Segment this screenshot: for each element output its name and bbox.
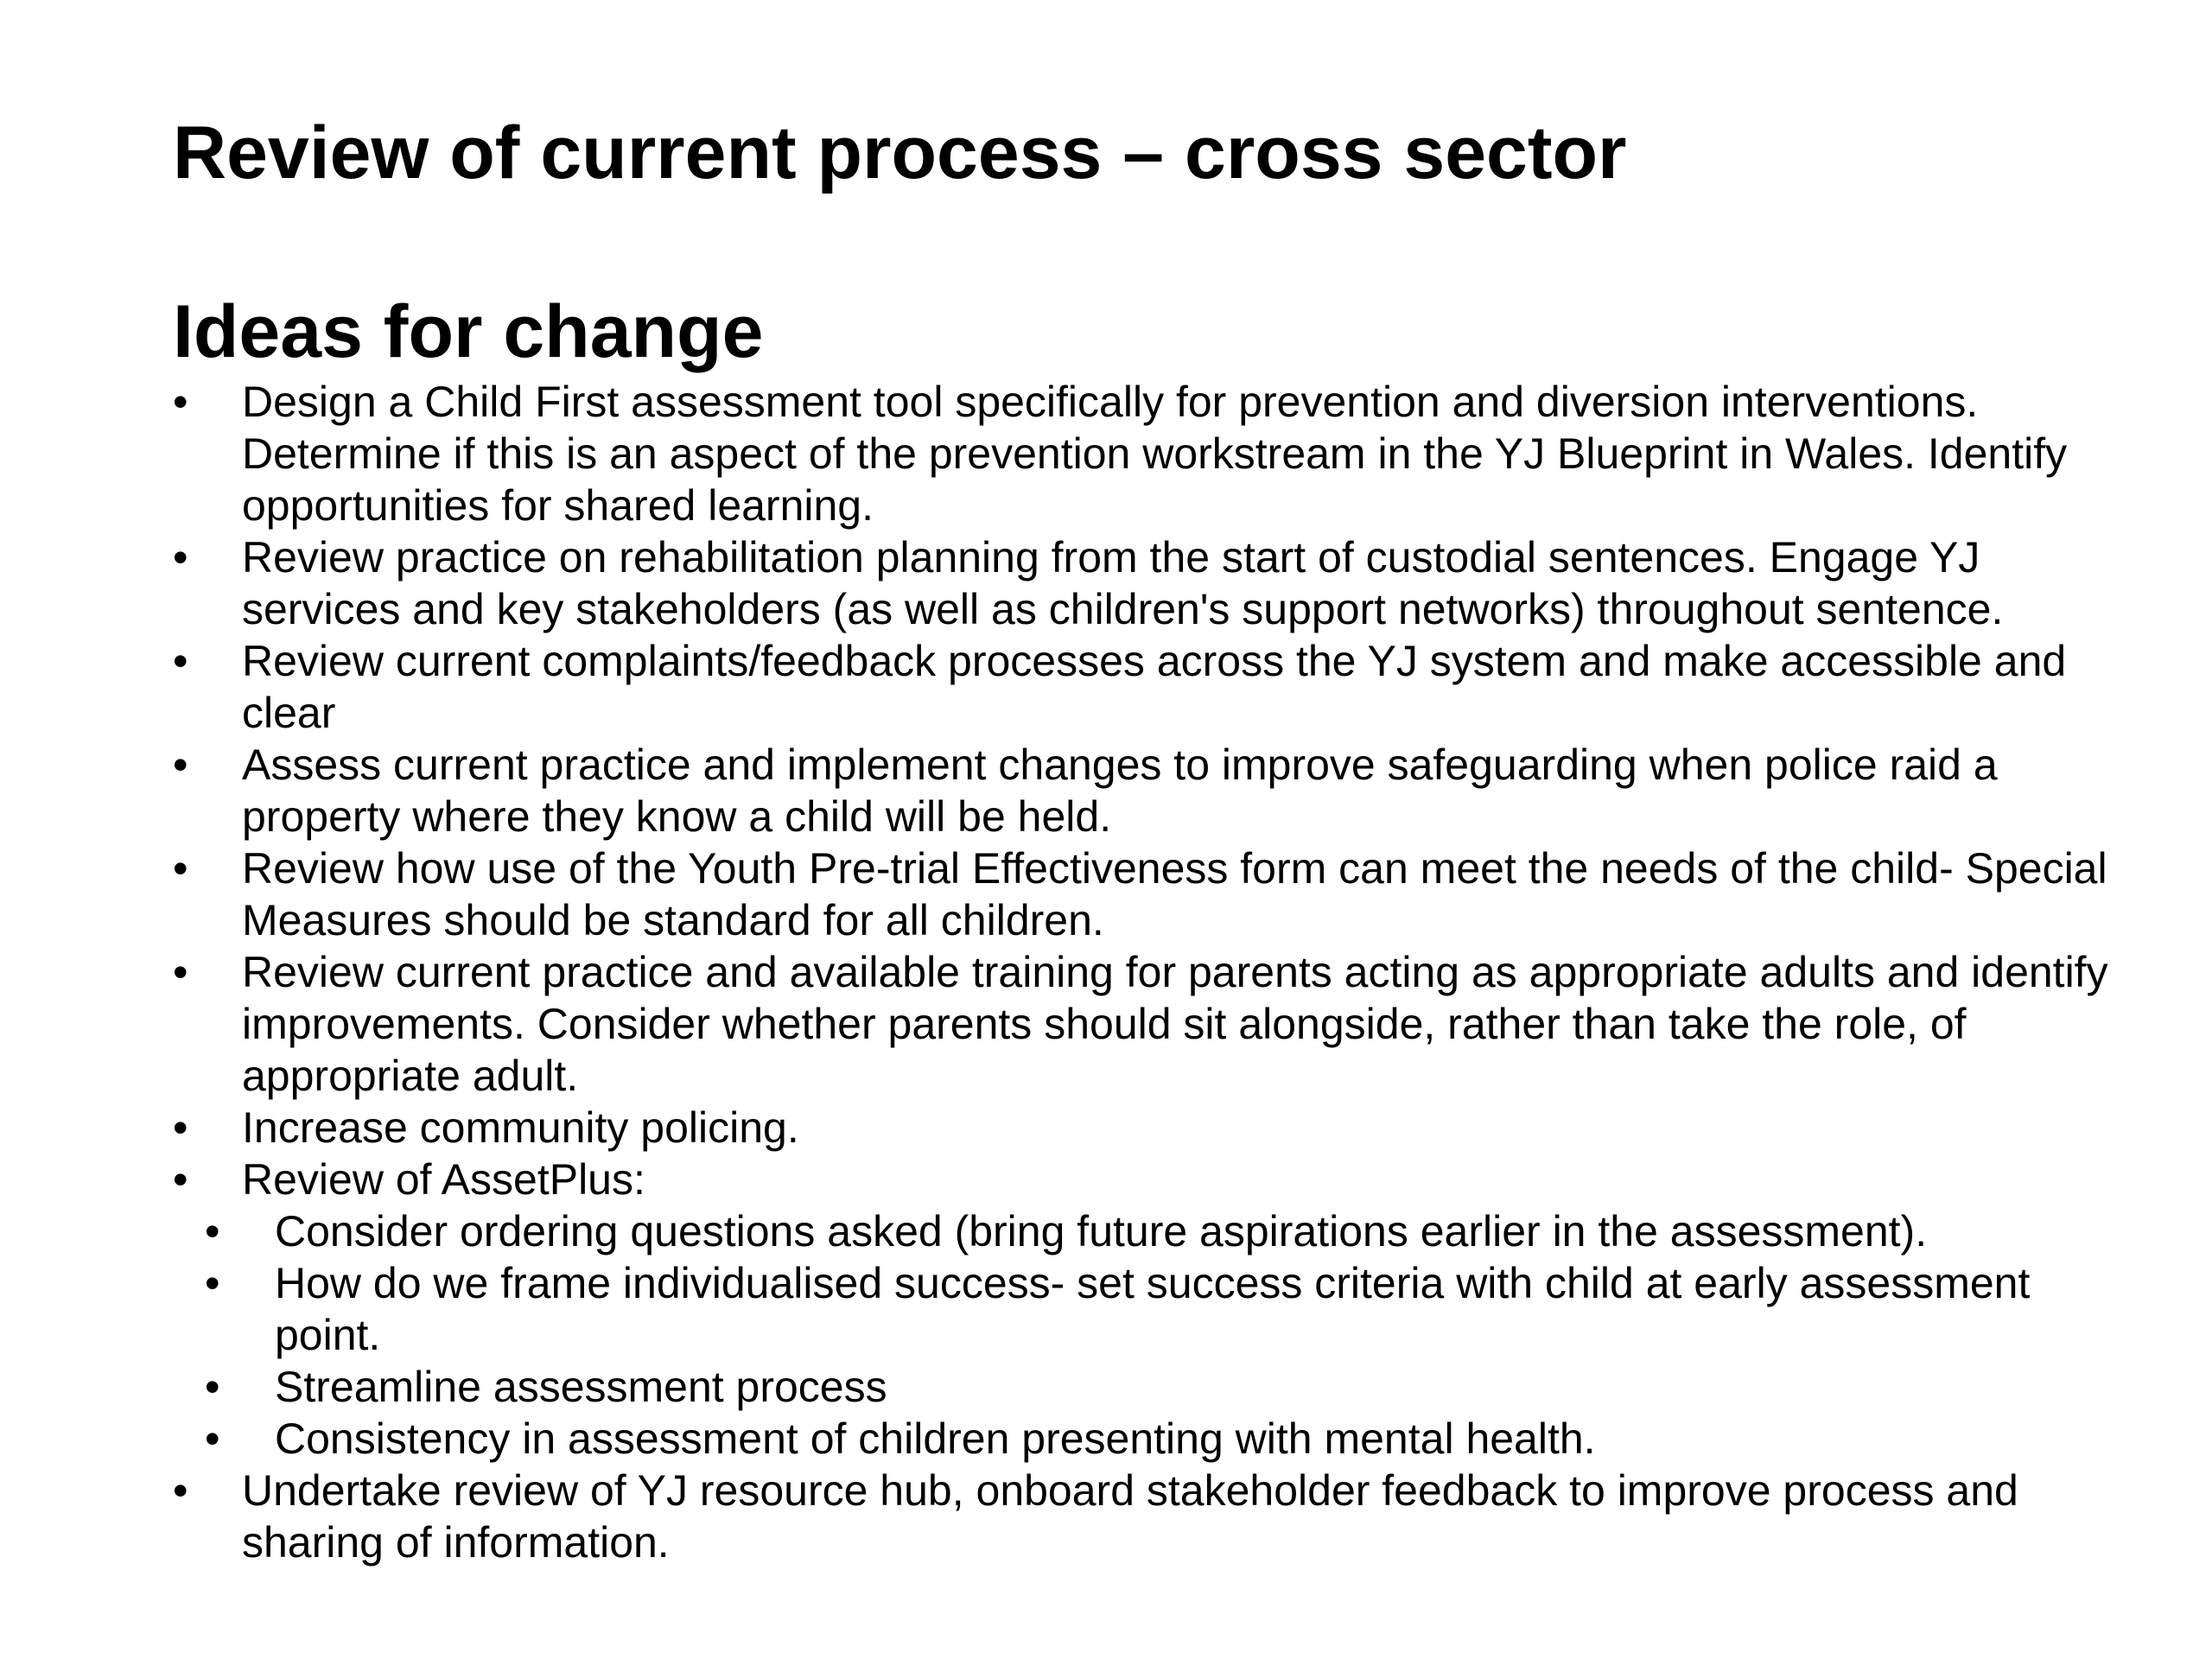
bullet-item: • Review current practice and available training for parents acting as appropriate adults and identify improvements. Consider whether parents should sit alongside, rather than take the role, of appropriate adult. [173,946,2108,1102]
bullet-item: • Design a Child First assessment tool specifically for prevention and diversion interventions. Determine if this is an aspect of the prevention workstream in the YJ Blueprint in Wales. Identify opportunities for shared learning. [173,376,2108,531]
bullet-item: • Review of AssetPlus: [173,1154,2108,1205]
sub-bullet-item: • Consistency in assessment of children presenting with mental health. [173,1413,2108,1465]
bullet-list [173,376,2108,1568]
sub-bullet-item: • Streamline assessment process [173,1361,2108,1413]
sub-bullet-item: • Consider ordering questions asked (bring future aspirations earlier in the assessment). [173,1205,2108,1257]
slide-title: Review of current process – cross sector [173,111,1627,194]
bullet-item: • Review how use of the Youth Pre-trial Effectiveness form can meet the needs of the child- Special Measures should be standard for all children. [173,842,2108,946]
bullet-item: • Increase community policing. [173,1102,2108,1154]
section-heading: Ideas for change [173,290,764,373]
sub-bullet-item: • How do we frame individualised success- set success criteria with child at early assessment point. [173,1257,2108,1361]
bullet-item: • Review current complaints/feedback processes across the YJ system and make accessible and clear [173,635,2108,739]
bullet-item: • Assess current practice and implement changes to improve safeguarding when police raid a property where they know a child will be held. [173,739,2108,842]
bullet-item: • Undertake review of YJ resource hub, onboard stakeholder feedback to improve process and sharing of information. [173,1465,2108,1568]
bullet-item: • Review practice on rehabilitation planning from the start of custodial sentences. Engage YJ services and key stakeholders (as well as children's support networks) throughout sentence. [173,531,2108,635]
